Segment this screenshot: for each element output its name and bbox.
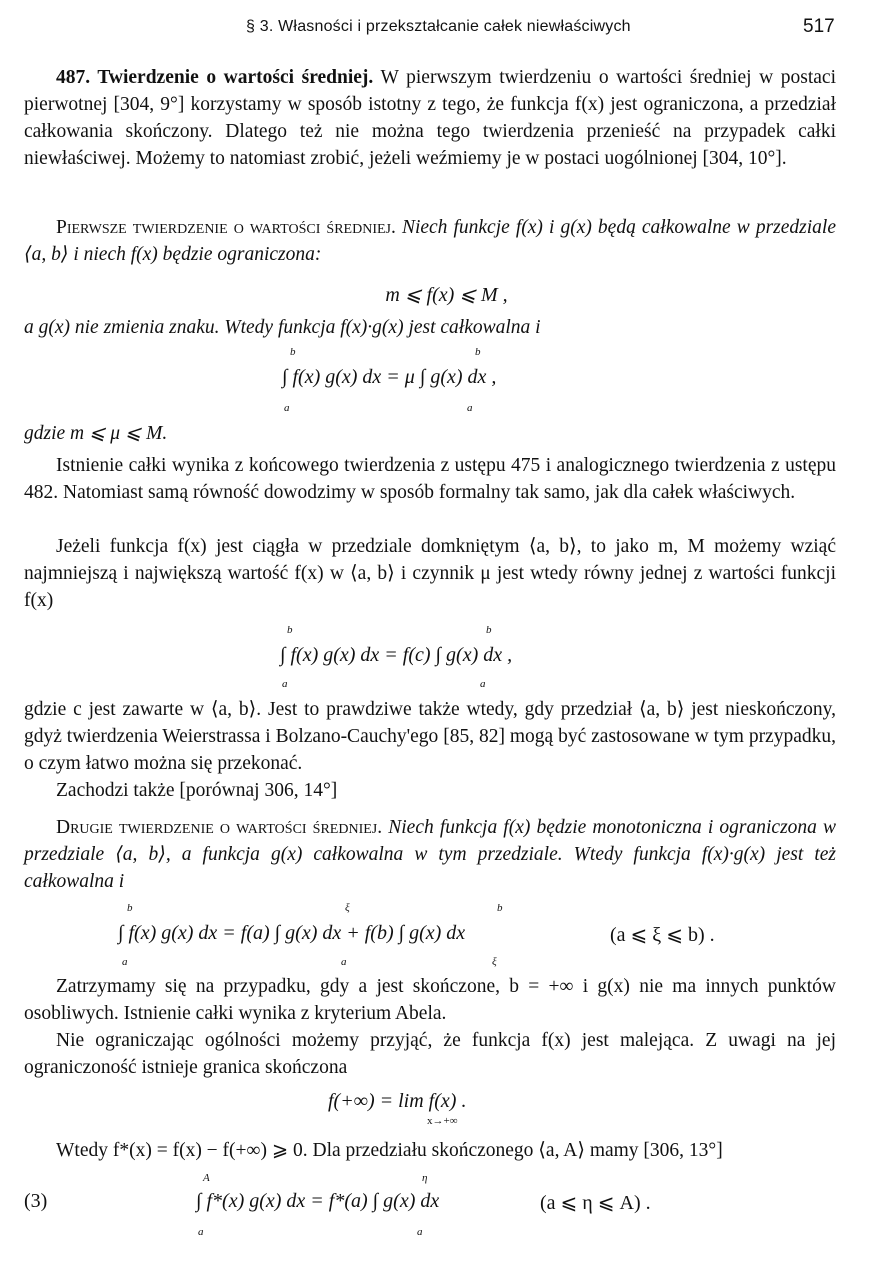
paragraph-3: gdzie c jest zawarte w ⟨a, b⟩. Jest to prawdziwe także wtedy, gdy przedział ⟨a, b⟩ jest nieskończony, gdyż twierdzenia Weierstrassa i Bolzano-Cauchy'ego [85, 82] mogą być zastosowane w tym przypadku, o czym łatwo można się przekonać. [24,699,836,774]
formula-3-lower-limit-2: a [341,956,347,968]
theorem-1-statement [24,214,836,268]
theorem-2-text: Niech funkcja f(x) będzie monotoniczna i ograniczona w przedziale ⟨a, b⟩, a funkcja g(x) całkowalna w tym przedziale. Wtedy funkcja f(x)·g(x) jest też całkowalna i [24,817,837,892]
page-number: 517 [803,16,835,37]
theorem-1-title: Pierwsze twierdzenie o wartości średniej. [56,217,396,238]
formula-2-lower-limit-2: a [480,678,486,690]
formula-1-body: ∫ f(x) g(x) dx = μ ∫ g(x) dx , [282,366,497,388]
equation-3-upper-limit-2: η [422,1172,428,1184]
formula-3-lower-limit-1: a [122,956,128,968]
formula-1-upper-limit-2: b [475,346,481,358]
section-487-title: 487. Twierdzenie o wartości średniej. [56,67,374,88]
equation-3-condition: (a ⩽ η ⩽ A) . [540,1192,651,1214]
theorem-1-text: Niech funkcje f(x) i g(x) będą całkowalne w przedziale ⟨a, b⟩ i niech f(x) będzie ograniczona: [24,217,837,265]
formula-3-body: ∫ f(x) g(x) dx = f(a) ∫ g(x) dx + f(b) ∫ g(x) dx [118,922,466,944]
page-header [0,16,893,42]
section-487-body: W pierwszym twierdzeniu o wartości średniej w postaci pierwotnej [304, 9°] korzystamy w sposób istotny z tego, że funkcja f(x) jest ograniczona, a przedział całkowania skończony. Dlatego też nie można tego twierdzenia przenieść na przypadek całki niewłaściwej. Możemy to natomiast zrobić, jeżeli weźmiemy je w postaci uogólnionej [304, 10°]. [24,67,836,169]
theorem-1-bound: m ⩽ f(x) ⩽ M , [385,284,508,306]
formula-3-condition: (a ⩽ ξ ⩽ b) . [610,924,715,946]
formula-3-upper-limit-2: ξ [345,902,350,914]
formula-3-upper-limit-1: b [127,902,133,914]
running-title: § 3. Własności i przekształcanie całek niewłaściwych [246,18,631,35]
paragraph-7: Wtedy f*(x) = f(x) − f(+∞) ⩾ 0. Dla przedziału skończonego ⟨a, A⟩ mamy [306, 13°] [56,1140,723,1161]
theorem-1-where: gdzie m ⩽ μ ⩽ M. [24,423,168,444]
paragraph-4: Zachodzi także [porównaj 306, 14°] [56,780,338,801]
section-487-paragraph [24,64,836,172]
paragraph-2: Jeżeli funkcja f(x) jest ciągła w przedziale domkniętym ⟨a, b⟩, to jako m, M możemy wziąć najmniejszą i największą wartość f(x) w ⟨a, b⟩ i czynnik μ jest wtedy równy jednej z wartości funkcji f(x) [24,536,836,611]
formula-limit-subscript: x→+∞ [427,1115,458,1127]
equation-3-label: (3) [24,1190,48,1212]
theorem-2-title: Drugie twierdzenie o wartości średniej. [56,817,383,838]
theorem-1-continuation: a g(x) nie zmienia znaku. Wtedy funkcja f(x)·g(x) jest całkowalna i [24,317,541,338]
formula-2-upper-limit: b [287,624,293,636]
theorem-2-statement [24,814,836,895]
paragraph-5: Zatrzymamy się na przypadku, gdy a jest skończone, b = +∞ i g(x) nie ma innych punktów osobliwych. Istnienie całki wynika z kryterium Abela. [24,976,836,1024]
equation-3-lower-limit-2: a [417,1226,423,1238]
formula-2-body: ∫ f(x) g(x) dx = f(c) ∫ g(x) dx , [280,644,513,666]
equation-3-upper-limit-1: A [203,1172,210,1184]
formula-1-upper-limit: b [290,346,296,358]
formula-limit-body: f(+∞) = lim f(x) . [328,1090,467,1112]
equation-3-body: ∫ f*(x) g(x) dx = f*(a) ∫ g(x) dx [196,1190,440,1212]
formula-1-lower-limit-2: a [467,402,473,414]
formula-3-upper-limit-3: b [497,902,503,914]
formula-2-lower-limit: a [282,678,288,690]
equation-3-lower-limit-1: a [198,1226,204,1238]
formula-1-lower-limit: a [284,402,290,414]
formula-2-upper-limit-2: b [486,624,492,636]
formula-3-lower-limit-3: ξ [492,956,497,968]
paragraph-1: Istnienie całki wynika z końcowego twierdzenia z ustępu 475 i analogicznego twierdzenia z ustępu 482. Natomiast samą równość dowodzimy w sposób formalny tak samo, jak dla całek właściwych. [24,455,836,503]
paragraph-6: Nie ograniczając ogólności możemy przyjąć, że funkcja f(x) jest malejąca. Z uwagi na jej ograniczoność istnieje granica skończona [24,1030,836,1078]
